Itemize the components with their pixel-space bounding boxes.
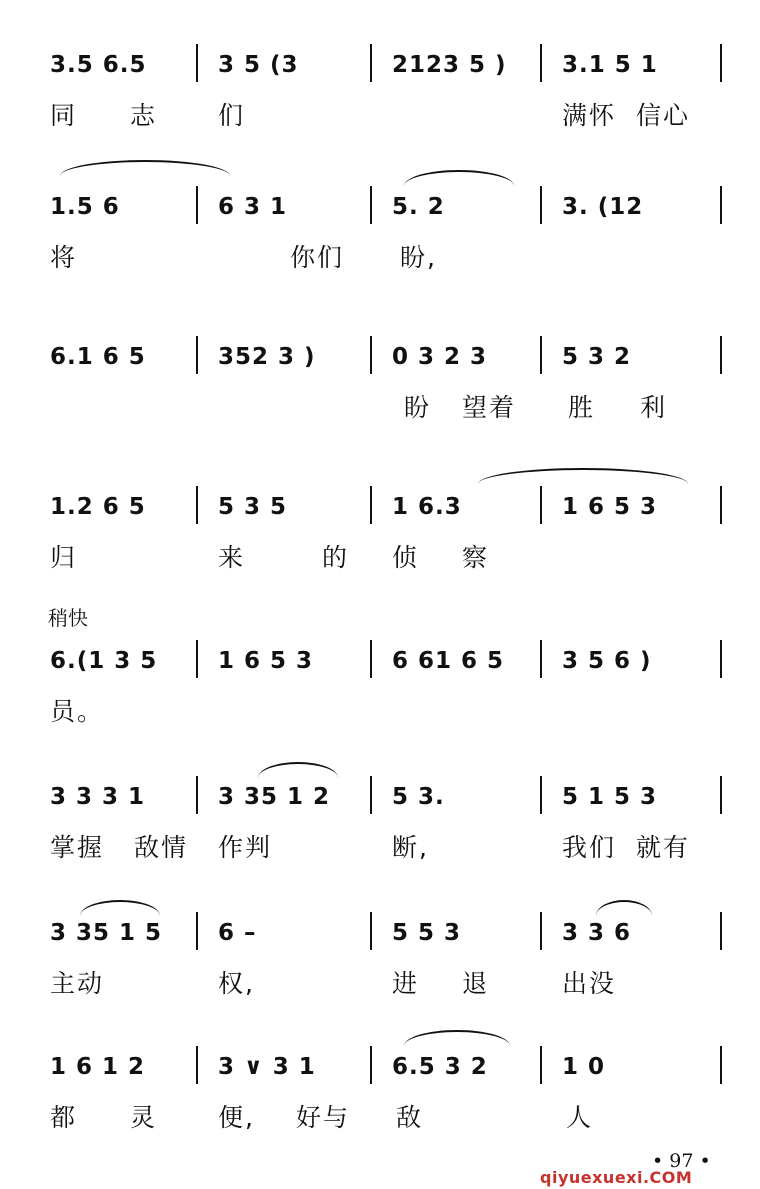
page-number: • 97 • [652, 1150, 711, 1172]
lyric: 就有 [636, 833, 691, 862]
measure: 1.2 6 5 [50, 494, 146, 520]
slur [404, 170, 514, 186]
slur [478, 468, 688, 484]
barline [720, 486, 722, 524]
lyrics-line [0, 538, 760, 572]
barline [720, 912, 722, 950]
site-watermark: qiyuexuexi.COM [540, 1168, 693, 1187]
barline [196, 44, 198, 82]
measure: 5 3 2 [562, 344, 632, 370]
lyric: 人 [566, 1103, 594, 1132]
measure: 5 1 5 3 [562, 784, 658, 810]
lyric: 员。 [50, 697, 105, 726]
measure: 6.5 3 2 [392, 1054, 488, 1080]
lyric: 盼, [400, 243, 437, 272]
measure: 3 35 1 2 [218, 784, 331, 810]
measure: 1 6 1 2 [50, 1054, 146, 1080]
barline [540, 336, 542, 374]
lyric: 望着 [462, 393, 517, 422]
barline [196, 1046, 198, 1084]
lyric: 你们 [290, 243, 345, 272]
notation-line [0, 486, 760, 526]
lyric: 们 [218, 101, 246, 130]
lyric: 进 [392, 969, 420, 998]
measure: 3 3 3 1 [50, 784, 146, 810]
barline [540, 44, 542, 82]
measure: 1 6 5 3 [218, 648, 314, 674]
notation-line [0, 776, 760, 816]
tempo-marking: 稍快 [48, 606, 88, 630]
slur [404, 1030, 510, 1046]
measure: 3 ∨ 3 1 [218, 1054, 316, 1080]
measure: 5 3. [392, 784, 445, 810]
measure: 3.1 5 1 [562, 52, 658, 78]
measure: 3 5 6 ) [562, 648, 652, 674]
measure: 1 6.3 [392, 494, 462, 520]
barline [370, 776, 372, 814]
lyric: 归 [50, 543, 78, 572]
measure: 3 5 (3 [218, 52, 299, 78]
lyrics-line [0, 238, 760, 272]
measure: 1 6 5 3 [562, 494, 658, 520]
barline [540, 776, 542, 814]
lyric: 掌握 [50, 833, 105, 862]
lyric: 志 [130, 101, 158, 130]
notation-line [0, 1046, 760, 1086]
barline [540, 912, 542, 950]
lyric: 胜 [568, 393, 596, 422]
barline [720, 44, 722, 82]
lyric: 我们 [562, 833, 617, 862]
barline [540, 486, 542, 524]
barline [540, 1046, 542, 1084]
notation-line [0, 186, 760, 226]
lyric: 来 [218, 543, 246, 572]
slur [60, 160, 230, 176]
lyric: 同 [50, 101, 78, 130]
lyric: 出没 [562, 969, 617, 998]
lyric: 将 [50, 243, 78, 272]
measure: 6 3 1 [218, 194, 288, 220]
measure: 1 0 [562, 1054, 606, 1080]
lyric: 主动 [50, 969, 105, 998]
measure: 2123 5 ) [392, 52, 507, 78]
measure: 5 3 5 [218, 494, 288, 520]
notation-line [0, 640, 760, 680]
measure: 3.5 6.5 [50, 52, 147, 78]
measure: 0 3 2 3 [392, 344, 488, 370]
lyric: 利 [640, 393, 668, 422]
measure: 1.5 6 [50, 194, 120, 220]
measure: 6 61 6 5 [392, 648, 505, 674]
barline [370, 336, 372, 374]
measure: 3. (12 [562, 194, 644, 220]
lyric: 灵 [130, 1103, 158, 1132]
lyric: 退 [462, 969, 490, 998]
barline [720, 1046, 722, 1084]
lyrics-line [0, 388, 760, 422]
barline [196, 336, 198, 374]
lyrics-line [0, 692, 760, 726]
lyric: 作判 [218, 833, 273, 862]
lyric: 权, [218, 969, 255, 998]
lyric: 敌 [396, 1103, 424, 1132]
measure: 3 35 1 5 [50, 920, 163, 946]
lyric: 好与 [296, 1103, 351, 1132]
lyrics-line [0, 964, 760, 998]
measure: 6.1 6 5 [50, 344, 146, 370]
measure: 6 – [218, 920, 257, 946]
barline [540, 640, 542, 678]
lyric: 敌情 [134, 833, 189, 862]
lyric: 盼 [404, 393, 432, 422]
lyric: 便, [218, 1103, 255, 1132]
lyric: 侦 [392, 543, 420, 572]
barline [720, 186, 722, 224]
barline [196, 640, 198, 678]
lyric: 察 [462, 543, 490, 572]
measure: 6.(1 3 5 [50, 648, 158, 674]
barline [370, 640, 372, 678]
lyric: 信心 [636, 101, 691, 130]
barline [196, 486, 198, 524]
barline [370, 186, 372, 224]
lyric: 的 [322, 543, 350, 572]
measure: 5. 2 [392, 194, 445, 220]
lyric: 断, [392, 833, 429, 862]
lyrics-line [0, 96, 760, 130]
measure: 352 3 ) [218, 344, 316, 370]
notation-line [0, 336, 760, 376]
lyric: 满怀 [562, 101, 617, 130]
barline [720, 640, 722, 678]
lyrics-line [0, 828, 760, 862]
barline [196, 776, 198, 814]
barline [196, 912, 198, 950]
barline [370, 44, 372, 82]
lyric: 都 [50, 1103, 78, 1132]
barline [540, 186, 542, 224]
barline [370, 912, 372, 950]
notation-line [0, 44, 760, 84]
barline [720, 336, 722, 374]
barline [720, 776, 722, 814]
measure: 5 5 3 [392, 920, 462, 946]
lyrics-line [0, 1098, 760, 1132]
barline [370, 486, 372, 524]
barline [196, 186, 198, 224]
measure: 3 3 6 [562, 920, 632, 946]
notation-line [0, 912, 760, 952]
barline [370, 1046, 372, 1084]
